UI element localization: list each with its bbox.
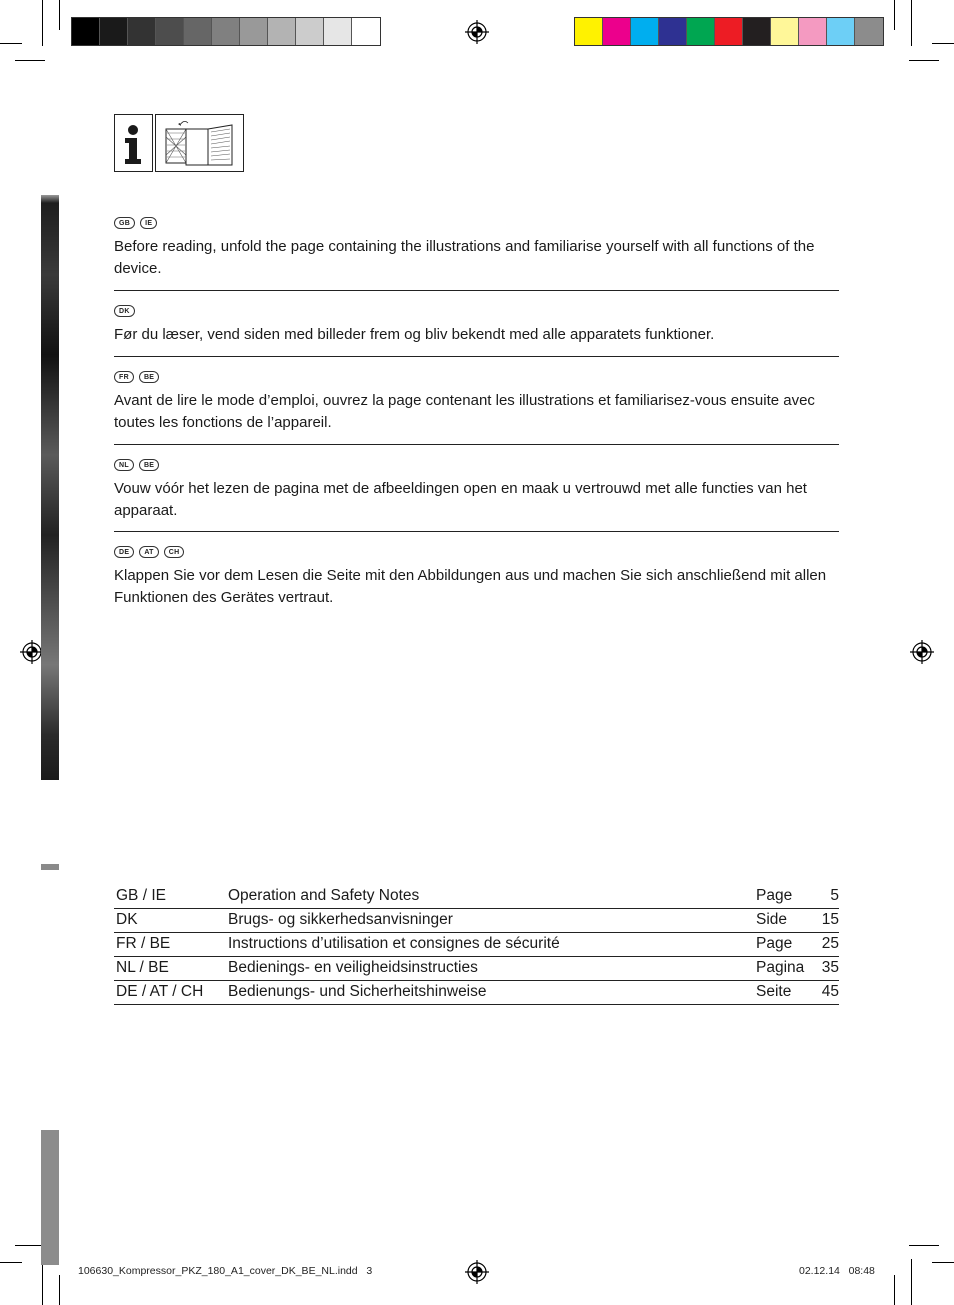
crop-mark xyxy=(0,1262,22,1263)
registration-mark-icon xyxy=(465,1260,489,1284)
process-swatch xyxy=(659,18,687,45)
toc-page-label: Side xyxy=(756,911,788,928)
language-section xyxy=(114,305,839,346)
crop-mark xyxy=(909,60,939,61)
crop-mark xyxy=(0,43,22,44)
toc-row[interactable] xyxy=(114,981,839,1005)
process-swatch xyxy=(715,18,743,45)
crop-mark xyxy=(909,1245,939,1246)
toc-row[interactable] xyxy=(114,957,839,981)
divider xyxy=(114,356,839,357)
language-badge: GB xyxy=(114,217,135,229)
language-section xyxy=(114,546,839,609)
process-swatch xyxy=(771,18,799,45)
divider xyxy=(114,444,839,445)
info-icon xyxy=(114,114,153,172)
toc-row[interactable] xyxy=(114,933,839,957)
language-badge: NL xyxy=(114,459,134,471)
divider xyxy=(114,290,839,291)
language-badge: IE xyxy=(140,217,157,229)
toc-page-number: 15 xyxy=(821,911,839,928)
crop-mark xyxy=(911,0,912,46)
grayscale-swatch xyxy=(240,18,268,45)
language-badge: DK xyxy=(114,305,135,317)
grayscale-swatch xyxy=(156,18,184,45)
toc-title: Bedienings- en veiligheidsinstructies xyxy=(228,959,478,976)
toc-page-number: 25 xyxy=(821,935,839,952)
grayscale-swatch xyxy=(324,18,352,45)
crop-mark xyxy=(911,1259,912,1305)
grayscale-swatch xyxy=(296,18,324,45)
crop-mark xyxy=(894,1275,895,1305)
grayscale-swatch xyxy=(184,18,212,45)
toc-page-number: 35 xyxy=(821,959,839,976)
language-badge: CH xyxy=(164,546,185,558)
process-swatch xyxy=(855,18,883,45)
toc-page-number: 45 xyxy=(821,983,839,1000)
side-dash xyxy=(41,864,59,870)
grayscale-colorbar xyxy=(71,17,381,46)
divider xyxy=(114,531,839,532)
toc-title: Operation and Safety Notes xyxy=(228,887,420,904)
language-badge: BE xyxy=(139,371,159,383)
registration-mark-icon xyxy=(910,640,934,664)
section-text: Klappen Sie vor dem Lesen die Seite mit den Abbildungen aus und machen Sie sich anschließend mit allen Funktionen des Gerätes vertraut. xyxy=(114,567,827,606)
table-of-contents xyxy=(114,885,839,1005)
side-bottom-strip xyxy=(41,1130,59,1265)
toc-page-label: Page xyxy=(756,935,793,952)
section-text: Vouw vóór het lezen de pagina met de afbeeldingen open en maak u vertrouwd met alle functies van het apparaat. xyxy=(114,480,807,519)
toc-row[interactable] xyxy=(114,885,839,909)
process-swatch xyxy=(799,18,827,45)
process-swatch xyxy=(743,18,771,45)
language-badge: DE xyxy=(114,546,134,558)
process-swatch xyxy=(687,18,715,45)
toc-language-code: FR / BE xyxy=(116,935,171,952)
crop-mark xyxy=(932,1262,954,1263)
crop-mark xyxy=(42,0,43,46)
language-badges xyxy=(114,217,839,230)
process-swatch xyxy=(603,18,631,45)
language-badges xyxy=(114,546,839,559)
process-swatch xyxy=(575,18,603,45)
toc-page-label: Seite xyxy=(756,983,792,1000)
toc-language-code: DE / AT / CH xyxy=(116,983,204,1000)
toc-language-code: DK xyxy=(116,911,138,928)
footer-file-slug: 106630_Kompressor_PKZ_180_A1_cover_DK_BE_NL.indd 3 xyxy=(78,1265,373,1277)
section-text: Før du læser, vend siden med billeder frem og bliv bekendt med alle apparatets funktioner. xyxy=(114,326,715,343)
language-badge: AT xyxy=(139,546,158,558)
language-badge: BE xyxy=(139,459,159,471)
grayscale-swatch xyxy=(352,18,380,45)
process-colorbar xyxy=(574,17,884,46)
process-swatch xyxy=(827,18,855,45)
side-strip xyxy=(41,195,59,780)
section-text: Avant de lire le mode d’emploi, ouvrez la page contenant les illustrations et familiarisez-vous ensuite avec toutes les fonctions de l’appareil. xyxy=(114,392,815,431)
crop-mark xyxy=(42,1259,43,1305)
crop-mark xyxy=(15,60,45,61)
toc-title: Brugs- og sikkerhedsanvisninger xyxy=(228,911,453,928)
toc-language-code: GB / IE xyxy=(116,887,166,904)
toc-language-code: NL / BE xyxy=(116,959,169,976)
grayscale-swatch xyxy=(128,18,156,45)
toc-page-number: 5 xyxy=(830,887,839,904)
language-section xyxy=(114,459,839,522)
footer-date-slug: 02.12.14 08:48 xyxy=(799,1265,875,1277)
crop-mark xyxy=(59,0,60,30)
grayscale-swatch xyxy=(100,18,128,45)
toc-page-label: Page xyxy=(756,887,793,904)
toc-title: Bedienungs- und Sicherheitshinweise xyxy=(228,983,487,1000)
fold-out-page-icon xyxy=(155,114,244,172)
toc-title: Instructions d’utilisation et consignes de sécurité xyxy=(228,935,560,952)
language-badge: FR xyxy=(114,371,134,383)
grayscale-swatch xyxy=(268,18,296,45)
language-badges xyxy=(114,305,839,318)
language-section xyxy=(114,217,839,280)
toc-page-label: Pagina xyxy=(756,959,805,976)
toc-row[interactable] xyxy=(114,909,839,933)
grayscale-swatch xyxy=(72,18,100,45)
section-text: Before reading, unfold the page containing the illustrations and familiarise yourself with all functions of the device. xyxy=(114,238,815,277)
grayscale-swatch xyxy=(212,18,240,45)
crop-mark xyxy=(59,1275,60,1305)
process-swatch xyxy=(631,18,659,45)
crop-mark xyxy=(894,0,895,30)
language-badges xyxy=(114,371,839,384)
registration-mark-icon xyxy=(465,20,489,44)
crop-mark xyxy=(932,43,954,44)
language-section xyxy=(114,371,839,434)
language-badges xyxy=(114,459,839,472)
